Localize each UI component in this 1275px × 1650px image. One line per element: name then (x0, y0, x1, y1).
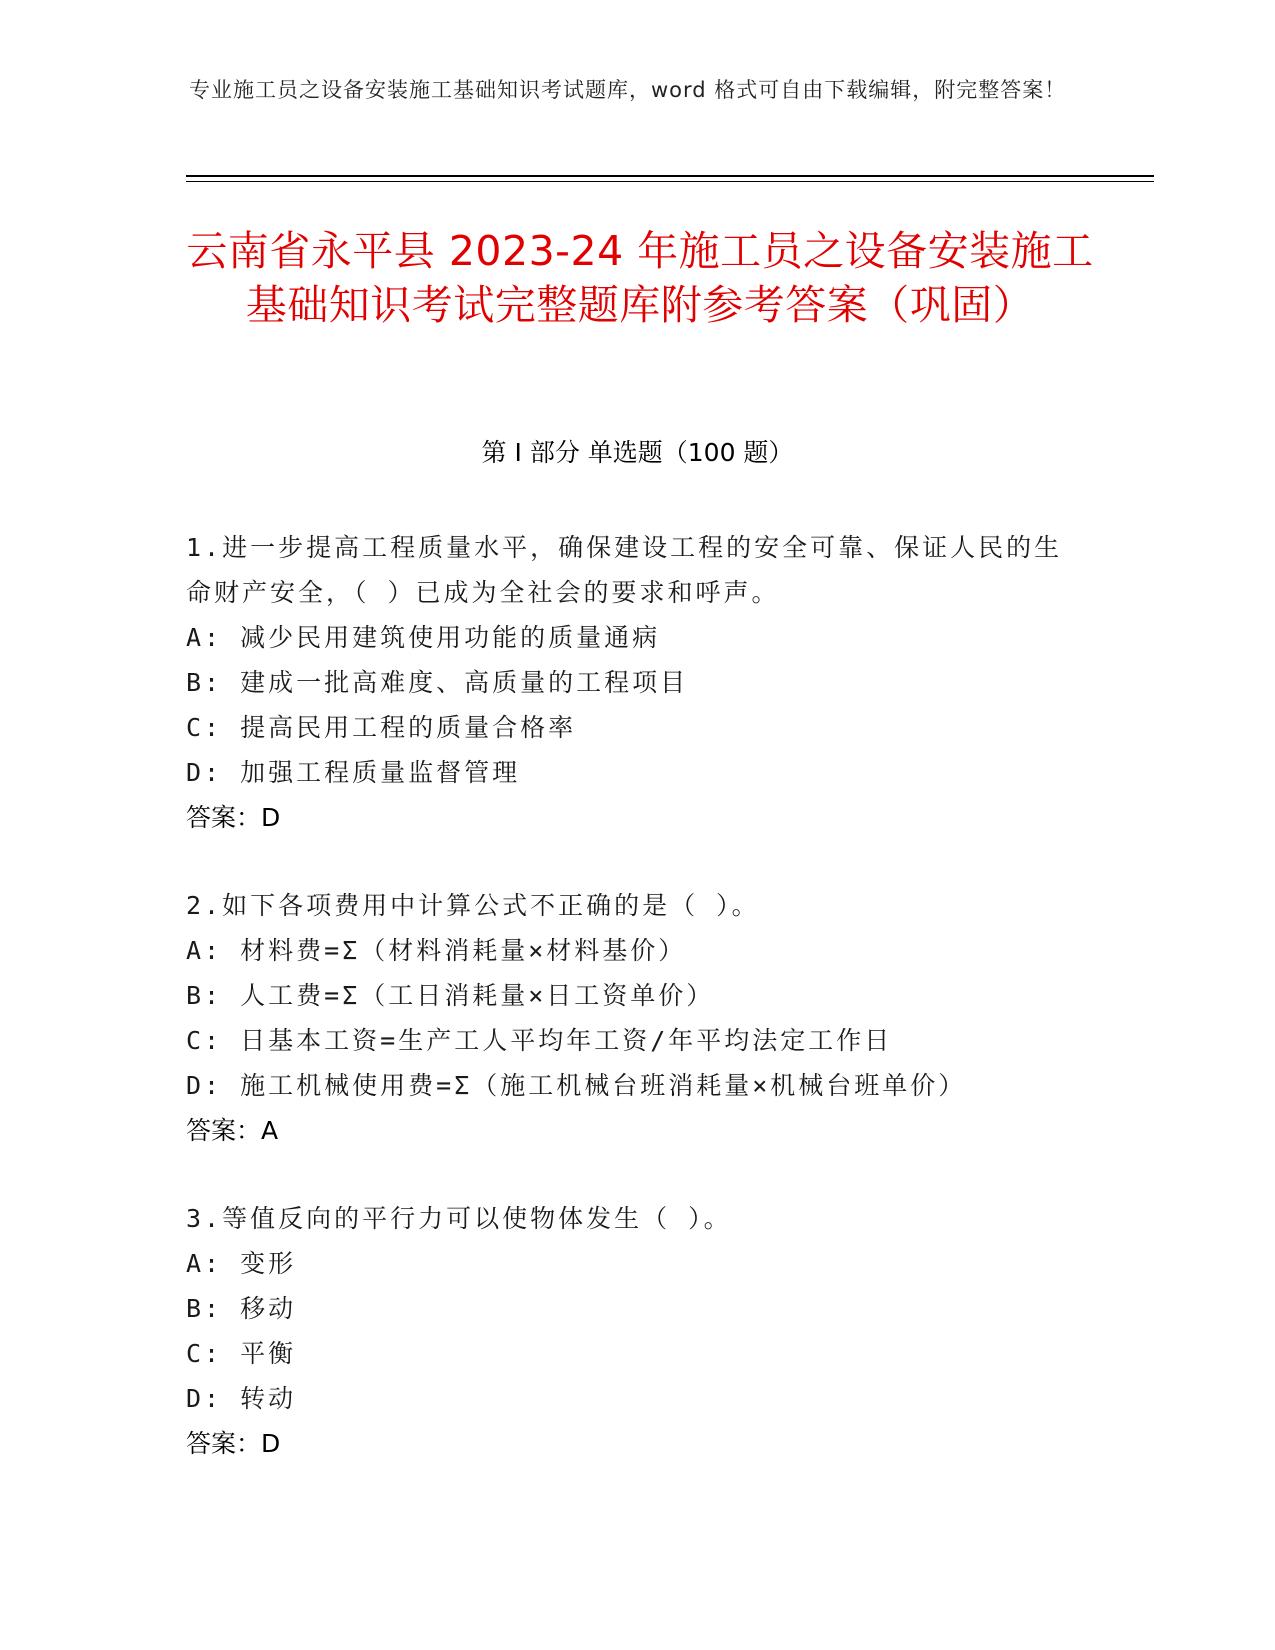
header-note: 专业施工员之设备安装施工基础知识考试题库，word 格式可自由下载编辑，附完整答案！ (189, 78, 1067, 102)
option-a: A: 变形 (186, 1249, 297, 1278)
option-c: C: 提高民用工程的质量合格率 (186, 713, 577, 742)
answer: 答案：A (186, 1116, 279, 1145)
question-list (186, 525, 1086, 1509)
header-rule-thick (186, 175, 1154, 177)
question-2 (186, 883, 1086, 1153)
option-b: B: 移动 (186, 1294, 297, 1323)
option-c: C: 日基本工资=生产工人平均年工资/年平均法定工作日 (186, 1026, 893, 1055)
question-stem: 3.等值反向的平行力可以使物体发生（ ）。 (186, 1204, 732, 1233)
question-stem: 1.进一步提高工程质量水平，确保建设工程的安全可靠、保证人民的生命财产安全，（ ）已成为全社会的要求和呼声。 (186, 533, 1063, 607)
option-b: B: 建成一批高难度、高质量的工程项目 (186, 668, 689, 697)
document-title: 云南省永平县 2023-24 年施工员之设备安装施工基础知识考试完整题库附参考答案（巩固） (186, 227, 1094, 329)
answer: 答案：D (186, 1429, 281, 1458)
header-rule-thin (186, 181, 1154, 182)
option-d: D: 加强工程质量监督管理 (186, 758, 521, 787)
option-a: A: 减少民用建筑使用功能的质量通病 (186, 623, 661, 652)
option-d: D: 施工机械使用费=Σ（施工机械台班消耗量×机械台班单价） (186, 1071, 967, 1100)
section-title: 第 I 部分 单选题（100 题） (481, 438, 794, 467)
option-b: B: 人工费=Σ（工日消耗量×日工资单价） (186, 981, 715, 1010)
answer: 答案：D (186, 803, 281, 832)
option-d: D: 转动 (186, 1384, 297, 1413)
option-c: C: 平衡 (186, 1339, 297, 1368)
option-a: A: 材料费=Σ（材料消耗量×材料基价） (186, 936, 687, 965)
question-stem: 2.如下各项费用中计算公式不正确的是（ ）。 (186, 891, 760, 920)
question-3 (186, 1196, 1086, 1466)
question-1 (186, 525, 1086, 840)
